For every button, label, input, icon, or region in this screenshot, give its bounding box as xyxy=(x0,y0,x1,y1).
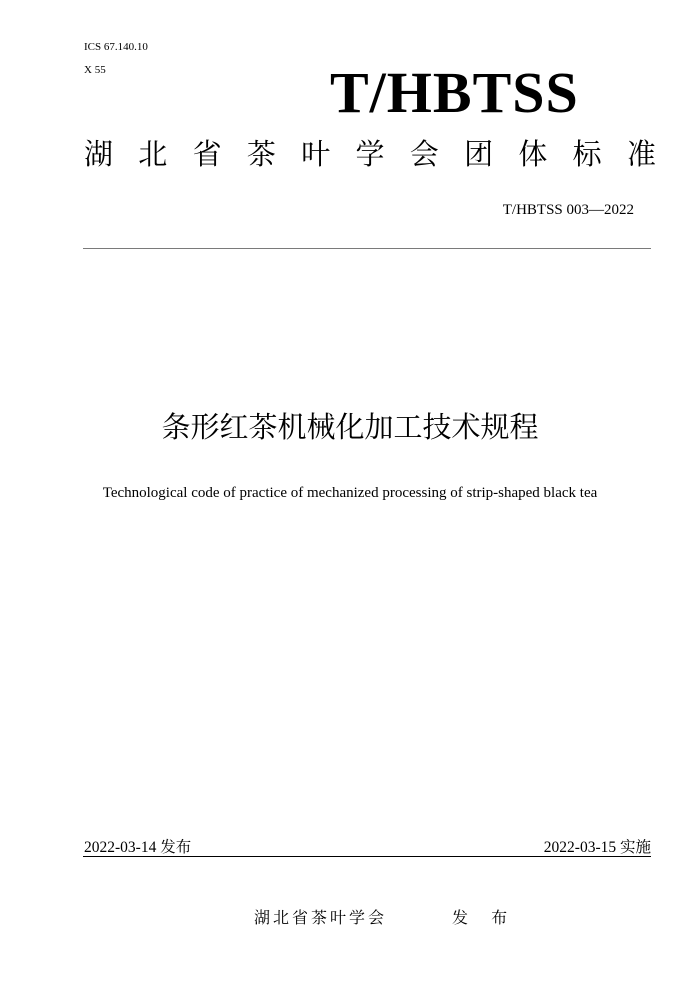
issue-date: 2022-03-14 发布 xyxy=(84,839,192,856)
org-standard-char: 叶 xyxy=(301,137,331,171)
ccs-code: X 55 xyxy=(84,64,106,76)
org-standard-char: 北 xyxy=(138,137,168,171)
org-standard-char: 茶 xyxy=(246,137,276,171)
standard-number: T/HBTSS 003—2022 xyxy=(502,202,634,218)
org-standard-char: 省 xyxy=(192,137,222,171)
org-standard-heading xyxy=(84,134,656,174)
footer-divider xyxy=(83,856,651,857)
org-standard-char: 团 xyxy=(464,137,494,171)
org-standard-char: 学 xyxy=(355,137,385,171)
org-standard-char: 标 xyxy=(572,137,602,171)
publisher-name: 湖北省茶叶学会 xyxy=(254,908,388,927)
org-standard-char: 会 xyxy=(409,137,439,171)
document-title-en: Technological code of practice of mechanized processing of strip-shaped black tea xyxy=(102,485,598,501)
document-title-zh: 条形红茶机械化加工技术规程 xyxy=(161,410,539,444)
header-divider xyxy=(83,248,651,249)
publish-label: 发 布 xyxy=(452,908,517,927)
org-standard-char: 体 xyxy=(518,137,548,171)
org-standard-char: 湖 xyxy=(84,137,114,171)
ics-code: ICS 67.140.10 xyxy=(84,41,148,53)
org-standard-char: 准 xyxy=(626,137,656,171)
standard-logo-code: T/HBTSS xyxy=(330,60,579,125)
implementation-date: 2022-03-15 实施 xyxy=(543,839,651,856)
